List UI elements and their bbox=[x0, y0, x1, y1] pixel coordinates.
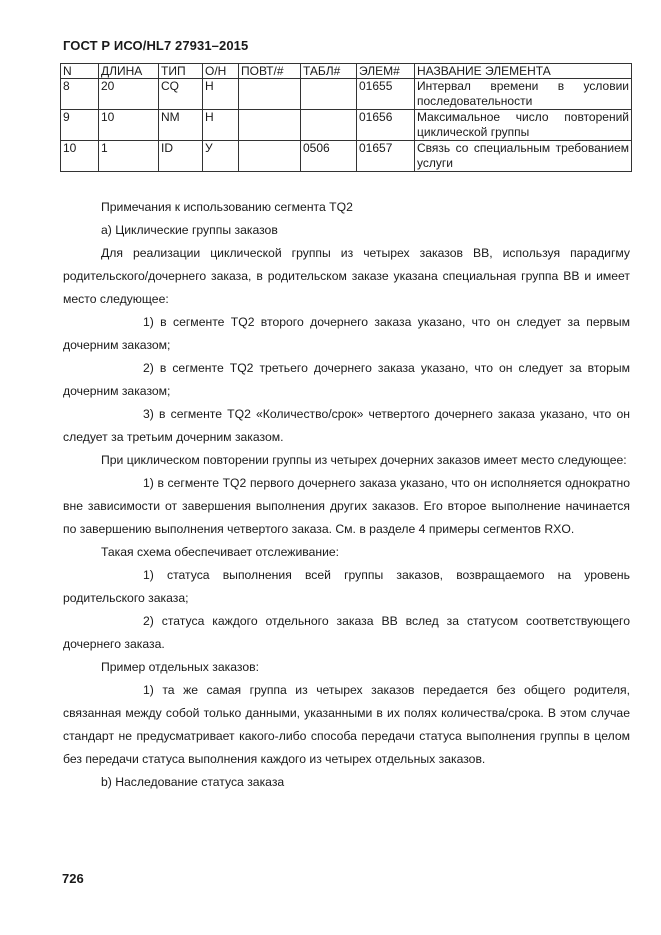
document-header: ГОСТ Р ИСО/HL7 27931–2015 bbox=[63, 38, 249, 53]
table-cell: 9 bbox=[61, 110, 99, 141]
table-cell: 01655 bbox=[357, 79, 415, 110]
table-cell: ID bbox=[159, 141, 203, 172]
table-cell: Связь со специальным требованием услуги bbox=[415, 141, 632, 172]
section-a-heading: a) Циклические группы заказов bbox=[101, 223, 278, 237]
table-row bbox=[61, 141, 632, 172]
column-header: N bbox=[61, 64, 99, 79]
table-cell: Интервал времени в условии последовательности bbox=[415, 79, 632, 110]
table-cell: 20 bbox=[99, 79, 159, 110]
table-row bbox=[61, 110, 632, 141]
table-cell: 0506 bbox=[301, 141, 357, 172]
column-header: ЭЛЕМ# bbox=[357, 64, 415, 79]
column-header: ТИП bbox=[159, 64, 203, 79]
list-item: 2) в сегменте TQ2 третьего дочернего заказа указано, что он следует за вторым дочерним заказом; bbox=[63, 361, 630, 398]
page-number: 726 bbox=[62, 871, 84, 886]
table-cell bbox=[239, 141, 301, 172]
notes-heading: Примечания к использованию сегмента TQ2 bbox=[101, 200, 353, 214]
list-item: 1) в сегменте TQ2 первого дочернего заказа указано, что он исполняется однократно вне зависимости от завершения выполнения других заказов. Его второе выполнение начинается по завершению выполнения четвертого заказа. См. в разделе 4 примеры сегментов RXO. bbox=[63, 476, 630, 536]
column-header: ПОВТ/# bbox=[239, 64, 301, 79]
paragraph: Пример отдельных заказов: bbox=[101, 660, 259, 674]
table-header-row bbox=[61, 64, 632, 79]
list-item: 3) в сегменте TQ2 «Количество/срок» четвертого дочернего заказа указано, что он следует за третьим дочерним заказом. bbox=[63, 407, 630, 444]
paragraph: Такая схема обеспечивает отслеживание: bbox=[101, 545, 340, 559]
paragraph: При циклическом повторении группы из четырех дочерних заказов имеет место следующее: bbox=[101, 453, 627, 467]
table-cell: Н bbox=[203, 79, 239, 110]
table-cell: 10 bbox=[61, 141, 99, 172]
list-item: 2) статуса каждого отдельного заказа ВВ вслед за статусом соответствующего дочернего заказа. bbox=[63, 614, 630, 651]
table-cell: 1 bbox=[99, 141, 159, 172]
table-cell: 8 bbox=[61, 79, 99, 110]
table-cell: 10 bbox=[99, 110, 159, 141]
column-header: ДЛИНА bbox=[99, 64, 159, 79]
segment-fields-table bbox=[60, 63, 632, 172]
body-text bbox=[63, 196, 630, 794]
table-cell bbox=[301, 79, 357, 110]
table-cell: CQ bbox=[159, 79, 203, 110]
table-cell: 01657 bbox=[357, 141, 415, 172]
paragraph: Для реализации циклической группы из четырех заказов ВВ, используя парадигму родительского/дочернего заказа, в родительском заказе указана специальная группа ВВ и имеет место следующее: bbox=[63, 246, 630, 306]
table-cell: Н bbox=[203, 110, 239, 141]
table-cell bbox=[301, 110, 357, 141]
table-cell bbox=[239, 79, 301, 110]
list-item: 1) статуса выполнения всей группы заказов, возвращаемого на уровень родительского заказа; bbox=[63, 568, 630, 605]
column-header: НАЗВАНИЕ ЭЛЕМЕНТА bbox=[415, 64, 632, 79]
list-item: 1) в сегменте TQ2 второго дочернего заказа указано, что он следует за первым дочерним заказом; bbox=[63, 315, 630, 352]
column-header: ТАБЛ# bbox=[301, 64, 357, 79]
section-b-heading: b) Наследование статуса заказа bbox=[101, 775, 285, 789]
table-cell: У bbox=[203, 141, 239, 172]
table-row bbox=[61, 79, 632, 110]
table-cell: NM bbox=[159, 110, 203, 141]
table-cell: Максимальное число повторений циклической группы bbox=[415, 110, 632, 141]
column-header: О/Н bbox=[203, 64, 239, 79]
table-cell bbox=[239, 110, 301, 141]
table-cell: 01656 bbox=[357, 110, 415, 141]
list-item: 1) та же самая группа из четырех заказов передается без общего родителя, связанная между собой только данными, указанными в их полях количества/срока. В этом случае стандарт не предусматривает какого-либо способа передачи статуса выполнения группы в целом без передачи статуса выполнения каждого из четырех отдельных заказов. bbox=[63, 683, 630, 766]
